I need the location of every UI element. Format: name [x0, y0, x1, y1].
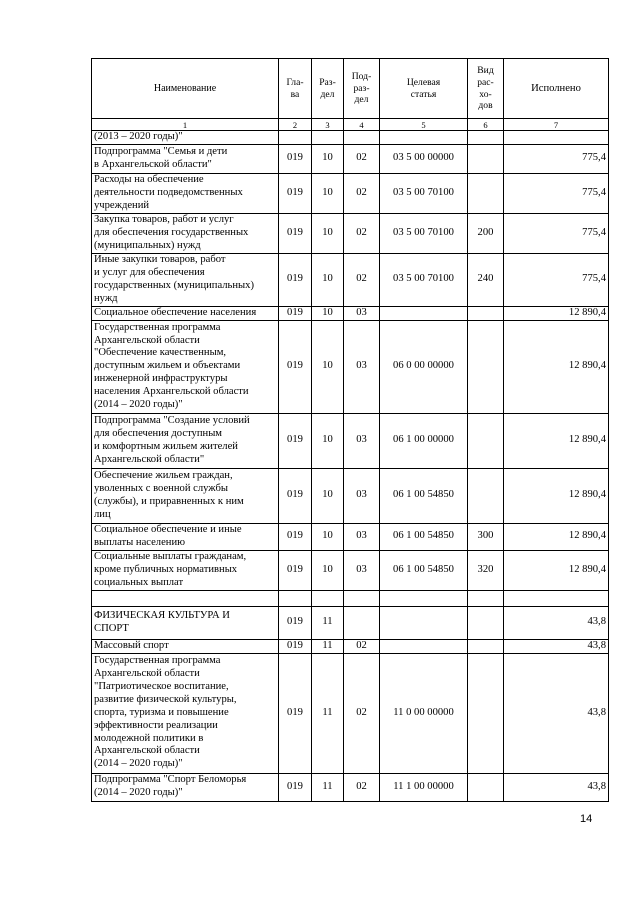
row-chapter-cell: 019 [279, 413, 312, 468]
table-row [92, 590, 609, 606]
budget-table [91, 58, 609, 802]
row-name-cell [92, 590, 279, 606]
row-name-cell: Подпрограмма "Семья и дети в Архангельской области" [92, 144, 279, 173]
row-chapter-cell: 019 [279, 606, 312, 639]
row-type-cell: 320 [468, 550, 504, 590]
row-type-cell [468, 173, 504, 213]
row-amount-cell [504, 131, 609, 145]
row-target-cell: 06 1 00 54850 [380, 468, 468, 523]
row-subsection-cell [344, 131, 380, 145]
column-number: 3 [312, 119, 344, 131]
row-name-cell: Государственная программа Архангельской области "Обеспечение качественным, доступным жильем и объектами инженерной инфраструктуры населения Архангельской области (2014 – 2020 годы)" [92, 320, 279, 413]
row-subsection-cell: 02 [344, 213, 380, 253]
column-number: 5 [380, 119, 468, 131]
row-chapter-cell: 019 [279, 213, 312, 253]
row-subsection-cell [344, 590, 380, 606]
row-section-cell: 11 [312, 606, 344, 639]
row-amount-cell: 43,8 [504, 653, 609, 773]
row-section-cell: 11 [312, 653, 344, 773]
row-target-cell: 03 5 00 70100 [380, 253, 468, 306]
row-type-cell [468, 653, 504, 773]
row-amount-cell: 43,8 [504, 773, 609, 801]
row-target-cell: 06 0 00 00000 [380, 320, 468, 413]
row-type-cell [468, 131, 504, 145]
row-chapter-cell: 019 [279, 639, 312, 653]
table-row [92, 606, 609, 639]
row-amount-cell: 12 890,4 [504, 468, 609, 523]
row-name-cell: Социальные выплаты гражданам, кроме публичных нормативных социальных выплат [92, 550, 279, 590]
table-body [92, 59, 609, 802]
row-section-cell [312, 131, 344, 145]
table-row [92, 253, 609, 306]
row-chapter-cell: 019 [279, 653, 312, 773]
row-type-cell: 300 [468, 523, 504, 550]
row-amount-cell: 775,4 [504, 173, 609, 213]
table-row [92, 523, 609, 550]
column-number: 4 [344, 119, 380, 131]
header-type: Вид рас- хо- дов [468, 59, 504, 119]
row-type-cell [468, 144, 504, 173]
row-target-cell: 11 1 00 00000 [380, 773, 468, 801]
row-amount-cell: 12 890,4 [504, 320, 609, 413]
row-chapter-cell: 019 [279, 306, 312, 320]
header-target: Целевая статья [380, 59, 468, 119]
row-target-cell: 03 5 00 00000 [380, 144, 468, 173]
table-row [92, 639, 609, 653]
row-target-cell [380, 590, 468, 606]
table-row [92, 320, 609, 413]
row-section-cell: 10 [312, 320, 344, 413]
row-subsection-cell: 02 [344, 173, 380, 213]
row-type-cell [468, 606, 504, 639]
row-section-cell: 10 [312, 173, 344, 213]
row-section-cell: 11 [312, 773, 344, 801]
row-subsection-cell: 03 [344, 523, 380, 550]
row-subsection-cell: 02 [344, 253, 380, 306]
header-section: Раз- дел [312, 59, 344, 119]
row-target-cell [380, 639, 468, 653]
row-chapter-cell: 019 [279, 773, 312, 801]
row-subsection-cell: 02 [344, 653, 380, 773]
column-number: 7 [504, 119, 609, 131]
row-chapter-cell [279, 131, 312, 145]
row-amount-cell: 43,8 [504, 639, 609, 653]
row-name-cell: ФИЗИЧЕСКАЯ КУЛЬТУРА И СПОРТ [92, 606, 279, 639]
row-section-cell: 11 [312, 639, 344, 653]
row-chapter-cell: 019 [279, 468, 312, 523]
row-subsection-cell: 03 [344, 550, 380, 590]
table-row [92, 468, 609, 523]
column-number: 1 [92, 119, 279, 131]
row-chapter-cell: 019 [279, 144, 312, 173]
table-row [92, 653, 609, 773]
table-row [92, 213, 609, 253]
row-subsection-cell: 03 [344, 320, 380, 413]
row-amount-cell [504, 590, 609, 606]
row-section-cell: 10 [312, 550, 344, 590]
row-type-cell [468, 320, 504, 413]
row-type-cell [468, 773, 504, 801]
table-row [92, 773, 609, 801]
page-number: 14 [580, 813, 593, 825]
row-subsection-cell: 03 [344, 306, 380, 320]
row-subsection-cell: 02 [344, 639, 380, 653]
header-chapter: Гла- ва [279, 59, 312, 119]
row-section-cell: 10 [312, 253, 344, 306]
row-name-cell: Социальное обеспечение и иные выплаты населению [92, 523, 279, 550]
table-header-row [92, 59, 609, 119]
row-name-cell: Массовый спорт [92, 639, 279, 653]
row-name-cell: Обеспечение жильем граждан, уволенных с военной службы (службы), и приравненных к ним лиц [92, 468, 279, 523]
column-number: 2 [279, 119, 312, 131]
row-name-cell: Государственная программа Архангельской области "Патриотическое воспитание, развитие физической культуры, спорта, туризма и повышение эффективности реализации молодежной политики в Архангельской области (2014 – 2020 годы)" [92, 653, 279, 773]
row-section-cell: 10 [312, 306, 344, 320]
row-name-cell: Иные закупки товаров, работ и услуг для обеспечения государственных (муниципальных) нужд [92, 253, 279, 306]
row-subsection-cell: 03 [344, 413, 380, 468]
header-subsection: Под- раз- дел [344, 59, 380, 119]
row-name-cell: Социальное обеспечение населения [92, 306, 279, 320]
table-row [92, 306, 609, 320]
table-row [92, 131, 609, 145]
table-row [92, 144, 609, 173]
column-number: 6 [468, 119, 504, 131]
row-target-cell: 06 1 00 54850 [380, 523, 468, 550]
row-subsection-cell: 02 [344, 144, 380, 173]
row-amount-cell: 12 890,4 [504, 550, 609, 590]
row-subsection-cell: 02 [344, 773, 380, 801]
column-number-row [92, 119, 609, 131]
row-amount-cell: 12 890,4 [504, 523, 609, 550]
row-section-cell: 10 [312, 468, 344, 523]
row-target-cell: 03 5 00 70100 [380, 213, 468, 253]
row-target-cell: 06 1 00 54850 [380, 550, 468, 590]
row-amount-cell: 12 890,4 [504, 306, 609, 320]
row-target-cell [380, 606, 468, 639]
row-name-cell: Подпрограмма "Спорт Беломорья (2014 – 2020 годы)" [92, 773, 279, 801]
row-amount-cell: 775,4 [504, 253, 609, 306]
row-type-cell [468, 413, 504, 468]
row-type-cell [468, 306, 504, 320]
row-chapter-cell: 019 [279, 550, 312, 590]
row-name-cell: Закупка товаров, работ и услуг для обеспечения государственных (муниципальных) нужд [92, 213, 279, 253]
row-type-cell: 200 [468, 213, 504, 253]
table-row [92, 173, 609, 213]
header-name: Наименование [92, 59, 279, 119]
row-amount-cell: 775,4 [504, 144, 609, 173]
row-chapter-cell [279, 590, 312, 606]
table-row [92, 550, 609, 590]
row-type-cell [468, 590, 504, 606]
row-section-cell: 10 [312, 523, 344, 550]
row-target-cell: 11 0 00 00000 [380, 653, 468, 773]
row-subsection-cell: 03 [344, 468, 380, 523]
row-amount-cell: 43,8 [504, 606, 609, 639]
table-row [92, 413, 609, 468]
row-chapter-cell: 019 [279, 253, 312, 306]
row-type-cell [468, 639, 504, 653]
row-type-cell: 240 [468, 253, 504, 306]
row-name-cell: Подпрограмма "Создание условий для обеспечения доступным и комфортным жильем жителей Архангельской области" [92, 413, 279, 468]
header-amount: Исполнено [504, 59, 609, 119]
row-section-cell [312, 590, 344, 606]
row-chapter-cell: 019 [279, 173, 312, 213]
row-amount-cell: 12 890,4 [504, 413, 609, 468]
row-section-cell: 10 [312, 213, 344, 253]
row-chapter-cell: 019 [279, 523, 312, 550]
row-chapter-cell: 019 [279, 320, 312, 413]
row-name-cell: Расходы на обеспечение деятельности подведомственных учреждений [92, 173, 279, 213]
row-target-cell: 06 1 00 00000 [380, 413, 468, 468]
row-section-cell: 10 [312, 413, 344, 468]
row-target-cell [380, 131, 468, 145]
row-subsection-cell [344, 606, 380, 639]
row-name-cell: (2013 – 2020 годы)" [92, 131, 279, 145]
row-target-cell [380, 306, 468, 320]
row-section-cell: 10 [312, 144, 344, 173]
row-type-cell [468, 468, 504, 523]
row-amount-cell: 775,4 [504, 213, 609, 253]
row-target-cell: 03 5 00 70100 [380, 173, 468, 213]
